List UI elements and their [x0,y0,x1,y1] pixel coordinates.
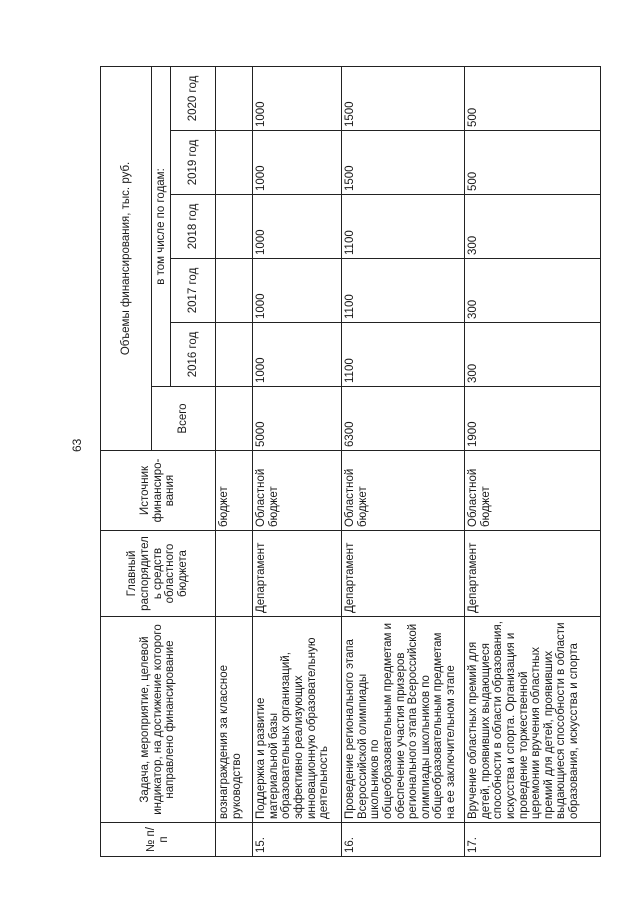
row-2016: 1100 [342,323,465,387]
row-num: 15. [253,823,342,857]
row-source: Областной бюджет [253,451,342,531]
row-2017: 1000 [253,259,342,323]
row-2017: 1100 [342,259,465,323]
header-source: Источник финансиро-вания [101,451,216,531]
header-num: № п/п [101,823,216,857]
table-row [216,66,253,856]
row-2019: 1000 [253,131,342,195]
row-task: Вручение областных премий для детей, проявивших выдающиеся способности в области образования, искусства и спорта. Организация и проведение торжественной церемонии вручения областных премий для детей, проявивших выдающиеся способности в области образования, искусства и спорта [465,617,601,823]
header-volumes: Объемы финансирования, тыс. руб. [101,66,152,450]
table-row [342,66,465,856]
header-year-2018: 2018 год [171,195,216,259]
row-2018: 1100 [342,195,465,259]
row-manager: Департамент [342,531,465,617]
row-2020: 500 [465,66,601,130]
row-task: вознаграждения за классное руководство [216,617,253,823]
header-manager: Главный распорядитель средств областного бюджета [101,531,216,617]
row-num: 16. [342,823,465,857]
row-num [216,823,253,857]
header-year-2019: 2019 год [171,131,216,195]
row-2018 [216,195,253,259]
row-source: бюджет [216,451,253,531]
header-total: Всего [152,387,216,451]
header-task: Задача, мероприятие, целевой индикатор, на достижение которого направлено финансирование [101,617,216,823]
row-total: 6300 [342,387,465,451]
row-2020: 1500 [342,66,465,130]
row-manager: Департамент [465,531,601,617]
rotated-page-content [100,67,610,857]
row-total: 5000 [253,387,342,451]
financing-table [100,66,601,857]
table-row [465,66,601,856]
page-number: 63 [70,438,84,452]
row-task: Поддержка и развитие материальной базы образовательных организаций, эффективно реализующих инновационную образовательную деятельность [253,617,342,823]
row-2017: 300 [465,259,601,323]
row-2018: 1000 [253,195,342,259]
row-2017 [216,259,253,323]
header-row-1 [101,66,152,856]
table-row [253,66,342,856]
row-2020: 1000 [253,66,342,130]
row-2019 [216,131,253,195]
header-year-2020: 2020 год [171,66,216,130]
row-total: 1900 [465,387,601,451]
row-2016: 300 [465,323,601,387]
row-2018: 300 [465,195,601,259]
row-num: 17. [465,823,601,857]
row-manager: Департамент [253,531,342,617]
header-year-2016: 2016 год [171,323,216,387]
row-2016: 1000 [253,323,342,387]
row-task: Проведение регионального этапа Всероссийской олимпиады школьников по общеобразовательным предметам и обеспечение участия призеров регионального этапа Всероссийской олимпиады школьников по общеобразовательным предметам на ее заключительном этапе [342,617,465,823]
header-year-2017: 2017 год [171,259,216,323]
row-manager [216,531,253,617]
row-source: Областной бюджет [342,451,465,531]
header-by-years: в том числе по годам: [152,66,171,386]
row-2016 [216,323,253,387]
row-2020 [216,66,253,130]
row-total [216,387,253,451]
row-source: Областной бюджет [465,451,601,531]
row-2019: 500 [465,131,601,195]
row-2019: 1500 [342,131,465,195]
